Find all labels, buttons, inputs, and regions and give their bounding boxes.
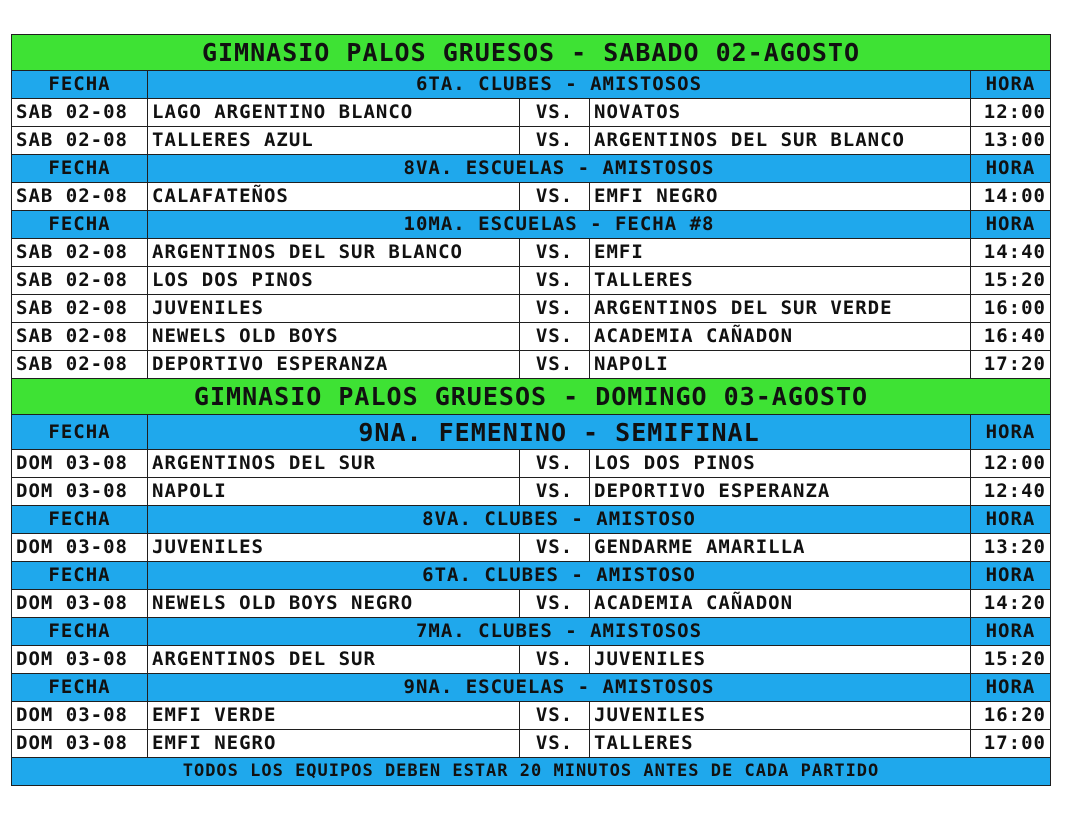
- home-team: LOS DOS PINOS: [148, 267, 520, 295]
- venue-title-row: [12, 379, 1051, 415]
- match-time: 15:20: [971, 646, 1051, 674]
- section-header-row: [12, 71, 1051, 99]
- fecha-header: FECHA: [12, 674, 148, 702]
- hora-header: HORA: [971, 562, 1051, 590]
- match-time: 12:00: [971, 450, 1051, 478]
- match-row: [12, 730, 1051, 758]
- hora-header: HORA: [971, 415, 1051, 450]
- match-row: [12, 450, 1051, 478]
- category-title: 10MA. ESCUELAS - FECHA #8: [148, 211, 971, 239]
- category-title: 9NA. FEMENINO - SEMIFINAL: [148, 415, 971, 450]
- home-team: ARGENTINOS DEL SUR: [148, 646, 520, 674]
- away-team: EMFI NEGRO: [590, 183, 971, 211]
- home-team: ARGENTINOS DEL SUR: [148, 450, 520, 478]
- match-time: 14:40: [971, 239, 1051, 267]
- match-date: SAB 02-08: [12, 295, 148, 323]
- versus-label: VS.: [520, 295, 590, 323]
- category-title: 6TA. CLUBES - AMISTOSO: [148, 562, 971, 590]
- versus-label: VS.: [520, 323, 590, 351]
- match-date: SAB 02-08: [12, 99, 148, 127]
- home-team: ARGENTINOS DEL SUR BLANCO: [148, 239, 520, 267]
- fecha-header: FECHA: [12, 211, 148, 239]
- match-time: 13:00: [971, 127, 1051, 155]
- match-row: [12, 239, 1051, 267]
- match-time: 15:20: [971, 267, 1051, 295]
- match-row: [12, 323, 1051, 351]
- match-time: 12:40: [971, 478, 1051, 506]
- versus-label: VS.: [520, 590, 590, 618]
- match-time: 16:20: [971, 702, 1051, 730]
- match-row: [12, 351, 1051, 379]
- match-time: 12:00: [971, 99, 1051, 127]
- match-date: DOM 03-08: [12, 534, 148, 562]
- match-row: [12, 590, 1051, 618]
- section-header-row: [12, 506, 1051, 534]
- match-time: 16:40: [971, 323, 1051, 351]
- match-date: SAB 02-08: [12, 323, 148, 351]
- away-team: DEPORTIVO ESPERANZA: [590, 478, 971, 506]
- category-title: 9NA. ESCUELAS - AMISTOSOS: [148, 674, 971, 702]
- away-team: JUVENILES: [590, 702, 971, 730]
- home-team: NAPOLI: [148, 478, 520, 506]
- venue-title: GIMNASIO PALOS GRUESOS - DOMINGO 03-AGOSTO: [12, 379, 1051, 415]
- versus-label: VS.: [520, 267, 590, 295]
- match-row: [12, 478, 1051, 506]
- match-row: [12, 534, 1051, 562]
- fecha-header: FECHA: [12, 562, 148, 590]
- away-team: TALLERES: [590, 267, 971, 295]
- versus-label: VS.: [520, 239, 590, 267]
- match-time: 14:00: [971, 183, 1051, 211]
- venue-title: GIMNASIO PALOS GRUESOS - SABADO 02-AGOSTO: [12, 35, 1051, 71]
- match-row: [12, 646, 1051, 674]
- match-date: SAB 02-08: [12, 267, 148, 295]
- away-team: JUVENILES: [590, 646, 971, 674]
- match-row: [12, 267, 1051, 295]
- home-team: EMFI VERDE: [148, 702, 520, 730]
- hora-header: HORA: [971, 618, 1051, 646]
- away-team: ACADEMIA CAÑADON: [590, 323, 971, 351]
- match-row: [12, 702, 1051, 730]
- match-row: [12, 99, 1051, 127]
- match-date: DOM 03-08: [12, 590, 148, 618]
- home-team: JUVENILES: [148, 295, 520, 323]
- match-date: SAB 02-08: [12, 127, 148, 155]
- match-date: SAB 02-08: [12, 183, 148, 211]
- away-team: EMFI: [590, 239, 971, 267]
- home-team: CALAFATEÑOS: [148, 183, 520, 211]
- fecha-header: FECHA: [12, 71, 148, 99]
- match-date: SAB 02-08: [12, 239, 148, 267]
- section-header-row: [12, 562, 1051, 590]
- versus-label: VS.: [520, 99, 590, 127]
- versus-label: VS.: [520, 351, 590, 379]
- home-team: JUVENILES: [148, 534, 520, 562]
- section-header-row: [12, 618, 1051, 646]
- venue-title-row: [12, 35, 1051, 71]
- category-title: 8VA. ESCUELAS - AMISTOSOS: [148, 155, 971, 183]
- away-team: NAPOLI: [590, 351, 971, 379]
- home-team: TALLERES AZUL: [148, 127, 520, 155]
- match-date: DOM 03-08: [12, 702, 148, 730]
- category-title: 7MA. CLUBES - AMISTOSOS: [148, 618, 971, 646]
- versus-label: VS.: [520, 183, 590, 211]
- away-team: ACADEMIA CAÑADON: [590, 590, 971, 618]
- section-header-row: [12, 674, 1051, 702]
- match-time: 17:20: [971, 351, 1051, 379]
- footer-note: TODOS LOS EQUIPOS DEBEN ESTAR 20 MINUTOS ANTES DE CADA PARTIDO: [12, 758, 1051, 786]
- versus-label: VS.: [520, 702, 590, 730]
- versus-label: VS.: [520, 534, 590, 562]
- versus-label: VS.: [520, 127, 590, 155]
- category-title: 6TA. CLUBES - AMISTOSOS: [148, 71, 971, 99]
- fecha-header: FECHA: [12, 415, 148, 450]
- schedule-table: [11, 34, 1051, 786]
- away-team: NOVATOS: [590, 99, 971, 127]
- fecha-header: FECHA: [12, 618, 148, 646]
- away-team: TALLERES: [590, 730, 971, 758]
- footer-row: [12, 758, 1051, 786]
- match-date: DOM 03-08: [12, 730, 148, 758]
- home-team: LAGO ARGENTINO BLANCO: [148, 99, 520, 127]
- section-header-row: [12, 155, 1051, 183]
- home-team: DEPORTIVO ESPERANZA: [148, 351, 520, 379]
- home-team: EMFI NEGRO: [148, 730, 520, 758]
- hora-header: HORA: [971, 155, 1051, 183]
- versus-label: VS.: [520, 478, 590, 506]
- match-date: DOM 03-08: [12, 450, 148, 478]
- hora-header: HORA: [971, 674, 1051, 702]
- hora-header: HORA: [971, 71, 1051, 99]
- section-header-row: [12, 211, 1051, 239]
- versus-label: VS.: [520, 646, 590, 674]
- match-time: 16:00: [971, 295, 1051, 323]
- away-team: ARGENTINOS DEL SUR VERDE: [590, 295, 971, 323]
- home-team: NEWELS OLD BOYS: [148, 323, 520, 351]
- match-date: DOM 03-08: [12, 646, 148, 674]
- match-row: [12, 295, 1051, 323]
- away-team: LOS DOS PINOS: [590, 450, 971, 478]
- hora-header: HORA: [971, 211, 1051, 239]
- section-header-row: [12, 415, 1051, 450]
- fecha-header: FECHA: [12, 506, 148, 534]
- match-date: DOM 03-08: [12, 478, 148, 506]
- category-title: 8VA. CLUBES - AMISTOSO: [148, 506, 971, 534]
- match-time: 13:20: [971, 534, 1051, 562]
- match-time: 17:00: [971, 730, 1051, 758]
- versus-label: VS.: [520, 730, 590, 758]
- match-row: [12, 183, 1051, 211]
- away-team: GENDARME AMARILLA: [590, 534, 971, 562]
- home-team: NEWELS OLD BOYS NEGRO: [148, 590, 520, 618]
- match-date: SAB 02-08: [12, 351, 148, 379]
- match-row: [12, 127, 1051, 155]
- away-team: ARGENTINOS DEL SUR BLANCO: [590, 127, 971, 155]
- match-time: 14:20: [971, 590, 1051, 618]
- fecha-header: FECHA: [12, 155, 148, 183]
- hora-header: HORA: [971, 506, 1051, 534]
- versus-label: VS.: [520, 450, 590, 478]
